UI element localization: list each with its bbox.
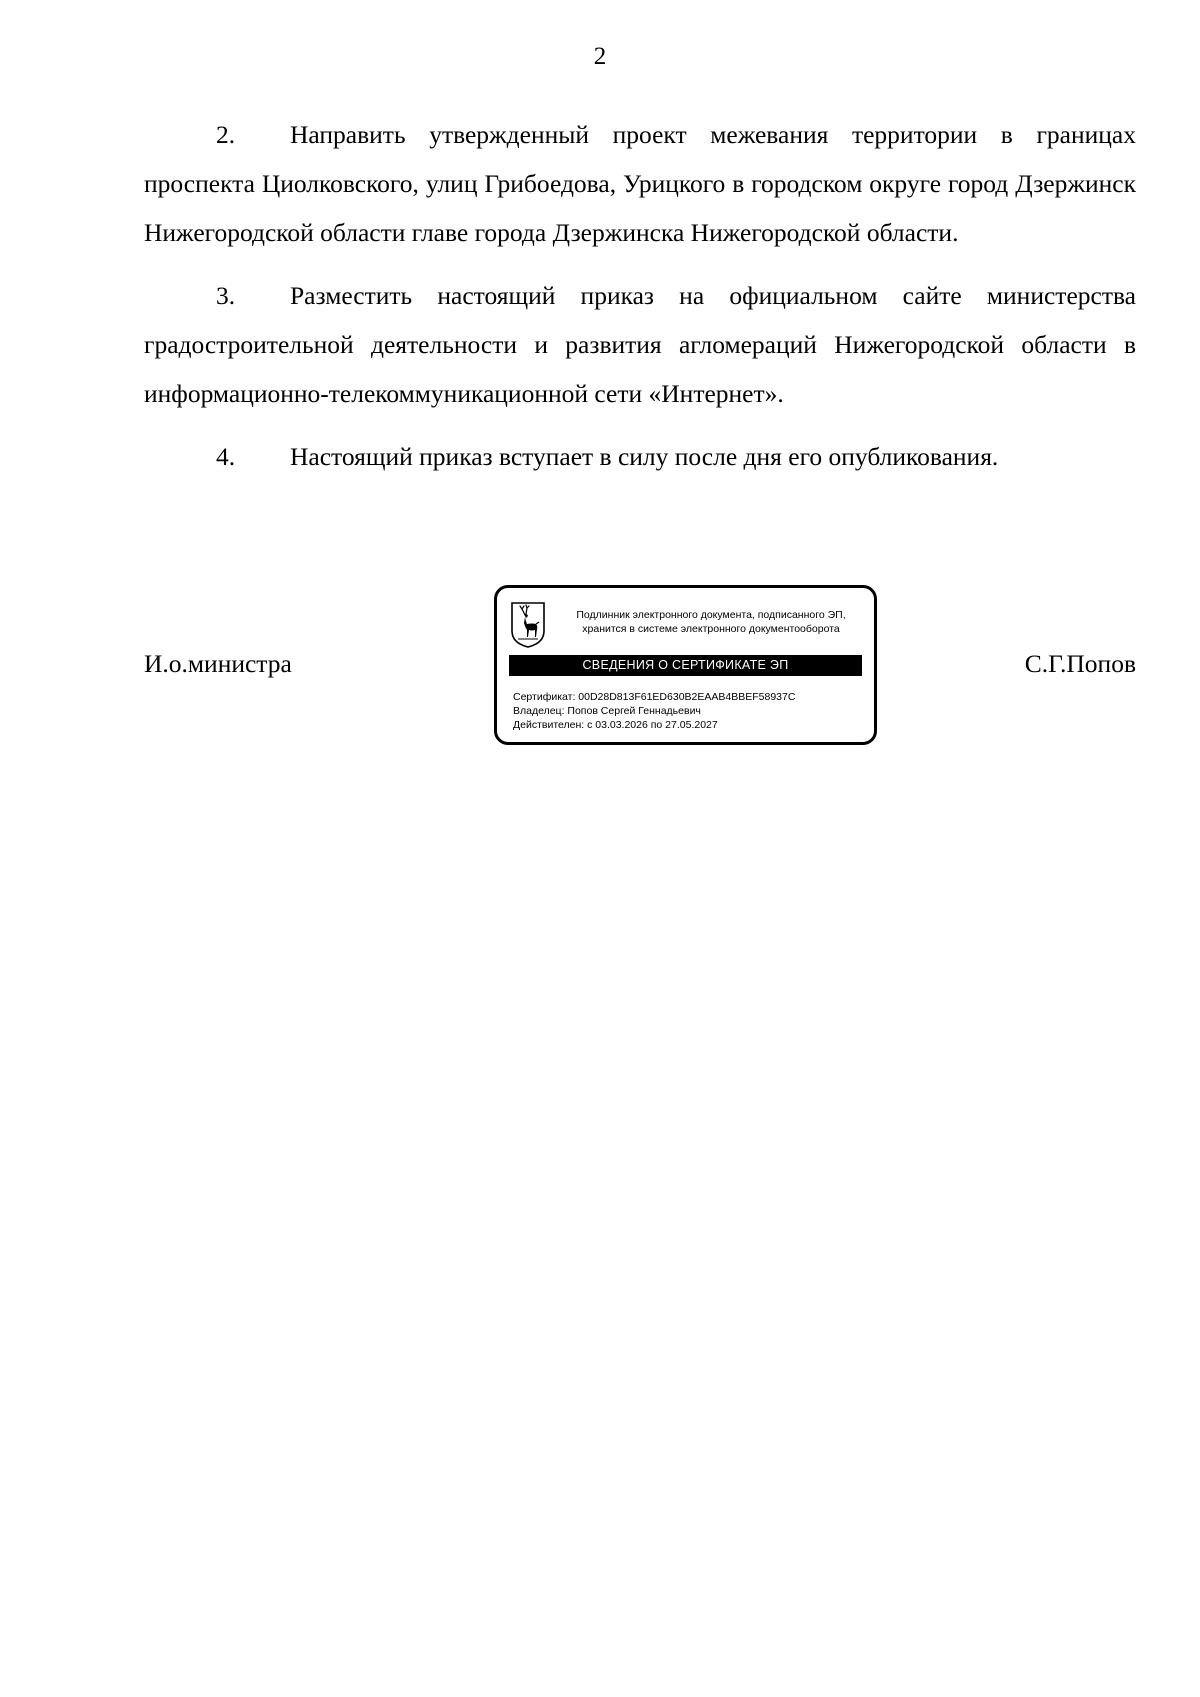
page-number: 2 — [593, 43, 607, 70]
paragraph-text: Разместить настоящий приказ на официальном сайте министерства градостроительной деятельности и развития агломераций Нижегородской области в информационно-телекоммуникационной сети «Интернет». — [144, 281, 1136, 408]
document-body — [144, 110, 1136, 495]
signatory-name: С.Г.Попов — [1024, 649, 1136, 678]
paragraph-2 — [144, 110, 1136, 257]
paragraph-number: 3. — [216, 281, 236, 310]
stamp-certificate-details — [513, 690, 863, 732]
stamp-header — [557, 608, 865, 636]
paragraph-text: Настоящий приказ вступает в силу после дня его опубликования. — [290, 442, 999, 471]
signatory-position: И.о.министра — [144, 649, 292, 678]
paragraph-4 — [144, 432, 1136, 481]
stamp-certificate-title: СВЕДЕНИЯ О СЕРТИФИКАТЕ ЭП — [509, 655, 862, 676]
stamp-header-line-2: хранится в системе электронного документооборота — [582, 623, 840, 635]
paragraph-number: 4. — [216, 442, 236, 471]
paragraph-3 — [144, 271, 1136, 418]
certificate-validity: Действителен: с 03.03.2026 по 27.05.2027 — [513, 719, 718, 731]
stamp-header-line-1: Подлинник электронного документа, подписанного ЭП, — [576, 609, 846, 621]
certificate-number: Сертификат: 00D28D813F61ED630B2EAAB4BBEF58937C — [513, 691, 796, 703]
electronic-signature-stamp — [494, 585, 877, 745]
paragraph-number: 2. — [216, 120, 236, 149]
certificate-owner: Владелец: Попов Сергей Геннадьевич — [513, 705, 701, 717]
paragraph-text: Направить утвержденный проект межевания территории в границах проспекта Циолковского, улиц Грибоедова, Урицкого в городском округе город Дзержинск Нижегородской области главе города Дзержинска Нижегородской области. — [144, 120, 1136, 247]
coat-of-arms-deer-icon — [510, 601, 546, 649]
